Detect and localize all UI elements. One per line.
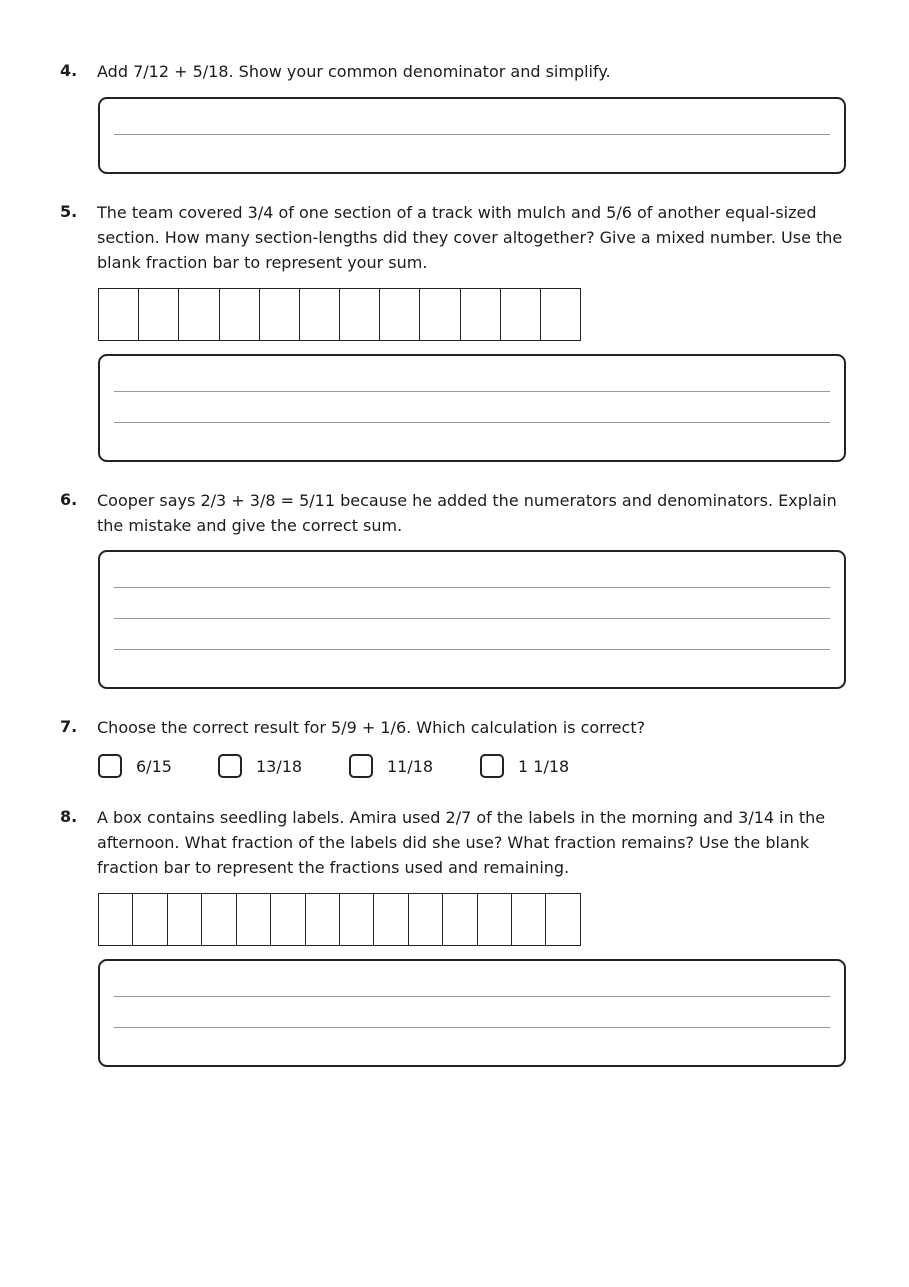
fraction-bar-cell[interactable] (340, 289, 380, 340)
fraction-bar-cell[interactable] (133, 894, 167, 945)
question-number: 5. (60, 202, 78, 221)
question-text: The team covered 3/4 of one section of a track with mulch and 5/6 of another equal-sized section. How many section-lengths did they cover altogether? Give a mixed number. Use the blank fraction bar to represent your sum. (97, 203, 843, 272)
answer-box[interactable] (98, 959, 846, 1067)
choice-label: 11/18 (387, 756, 434, 776)
answer-box[interactable] (98, 550, 846, 689)
fraction-bar-cell[interactable] (443, 894, 477, 945)
fraction-bar-cell[interactable] (300, 289, 340, 340)
fraction-bar-cell[interactable] (202, 894, 236, 945)
answer-choices (0, 754, 909, 784)
question-number: 6. (60, 490, 78, 509)
fraction-bar-cell[interactable] (512, 894, 546, 945)
fraction-bar-cell[interactable] (340, 894, 374, 945)
answer-line (114, 1027, 830, 1028)
question-number: 8. (60, 807, 78, 826)
answer-line (114, 996, 830, 997)
question-text: Add 7/12 + 5/18. Show your common denominator and simplify. (97, 62, 611, 81)
choice-label: 13/18 (256, 756, 303, 776)
fraction-bar-cell[interactable] (546, 894, 579, 945)
fraction-bar-cell[interactable] (271, 894, 305, 945)
choice-option-d[interactable] (480, 754, 569, 778)
answer-line (114, 649, 830, 650)
checkbox[interactable] (480, 754, 504, 778)
fraction-bar-cell[interactable] (99, 289, 139, 340)
answer-line (114, 618, 830, 619)
fraction-bar-cell[interactable] (179, 289, 219, 340)
fraction-bar-cell[interactable] (99, 894, 133, 945)
fraction-bar-cell[interactable] (237, 894, 271, 945)
question-text: Choose the correct result for 5/9 + 1/6. Which calculation is correct? (97, 718, 646, 737)
checkbox[interactable] (98, 754, 122, 778)
fraction-bar-cell[interactable] (374, 894, 408, 945)
choice-option-a[interactable] (98, 754, 172, 778)
question-text: A box contains seedling labels. Amira used 2/7 of the labels in the morning and 3/14 in the afternoon. What fraction of the labels did she use? What fraction remains? Use the blank fraction bar to represent the fractions used and remaining. (97, 808, 826, 877)
fraction-bar-cell[interactable] (168, 894, 202, 945)
choice-label: 1 1/18 (518, 756, 570, 776)
fraction-bar (98, 288, 581, 341)
checkbox[interactable] (218, 754, 242, 778)
fraction-bar-cell[interactable] (220, 289, 260, 340)
answer-line (114, 391, 830, 392)
fraction-bar-cell[interactable] (260, 289, 300, 340)
fraction-bar-cell[interactable] (409, 894, 443, 945)
fraction-bar-cell[interactable] (501, 289, 541, 340)
answer-box[interactable] (98, 354, 846, 462)
question-number: 4. (60, 61, 78, 80)
fraction-bar-cell[interactable] (306, 894, 340, 945)
fraction-bar-cell[interactable] (420, 289, 460, 340)
fraction-bar (98, 893, 581, 946)
fraction-bar-cell[interactable] (478, 894, 512, 945)
fraction-bar-cell[interactable] (380, 289, 420, 340)
checkbox[interactable] (349, 754, 373, 778)
answer-line (114, 134, 830, 135)
answer-line (114, 422, 830, 423)
choice-option-c[interactable] (349, 754, 433, 778)
question-text: Cooper says 2/3 + 3/8 = 5/11 because he added the numerators and denominators. Explain the mistake and give the correct sum. (97, 491, 837, 535)
choice-option-b[interactable] (218, 754, 302, 778)
question-number: 7. (60, 717, 78, 736)
fraction-bar-cell[interactable] (541, 289, 580, 340)
choice-label: 6/15 (136, 756, 172, 776)
fraction-bar-cell[interactable] (139, 289, 179, 340)
answer-line (114, 587, 830, 588)
fraction-bar-cell[interactable] (461, 289, 501, 340)
answer-box[interactable] (98, 97, 846, 174)
